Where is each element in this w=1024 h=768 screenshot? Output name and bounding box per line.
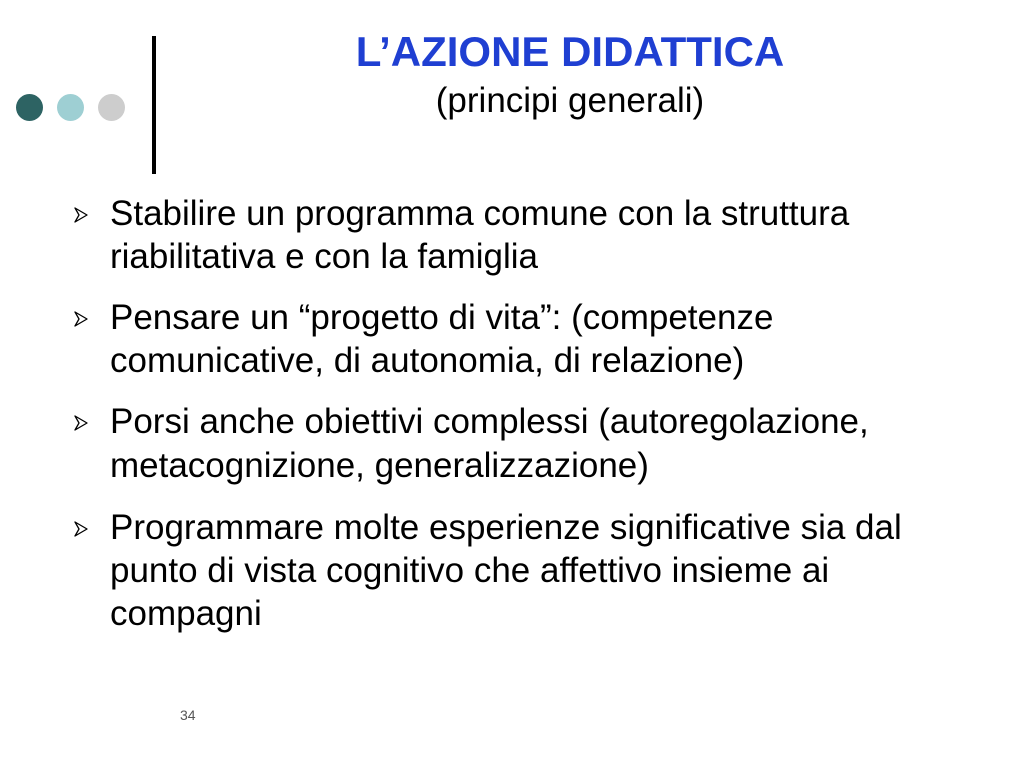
slide-title: L’AZIONE DIDATTICA: [355, 28, 785, 75]
bullet-item: [72, 192, 972, 278]
title-block: [180, 28, 960, 122]
slide-subtitle: (principi generali): [435, 81, 705, 120]
bullet-item: [72, 296, 972, 382]
bullet-list: [72, 192, 972, 635]
bullet-text: Pensare un “progetto di vita”: (competenze comunicative, di autonomia, di relazione): [110, 298, 774, 380]
bullet-item: [72, 506, 972, 635]
bullet-item: [72, 400, 972, 488]
dot-dark-teal: [16, 94, 43, 121]
arrowhead-bullet-icon: [72, 414, 90, 432]
dot-light-gray: [98, 94, 125, 121]
bullet-text: Stabilire un programma comune con la struttura riabilitativa e con la famiglia: [110, 194, 850, 276]
slide-number: 34: [180, 707, 196, 723]
decorative-dots: [16, 93, 125, 121]
dot-light-teal: [57, 94, 84, 121]
bullet-text: Porsi anche obiettivi complessi (autoregolazione, metacognizione, generalizzazione): [110, 402, 869, 485]
arrowhead-bullet-icon: [72, 206, 90, 224]
vertical-divider: [152, 36, 156, 174]
bullet-text: Programmare molte esperienze significative sia dal punto di vista cognitivo che affettivo insieme ai compagni: [110, 508, 902, 633]
arrowhead-bullet-icon: [72, 520, 90, 538]
arrowhead-bullet-icon: [72, 310, 90, 328]
